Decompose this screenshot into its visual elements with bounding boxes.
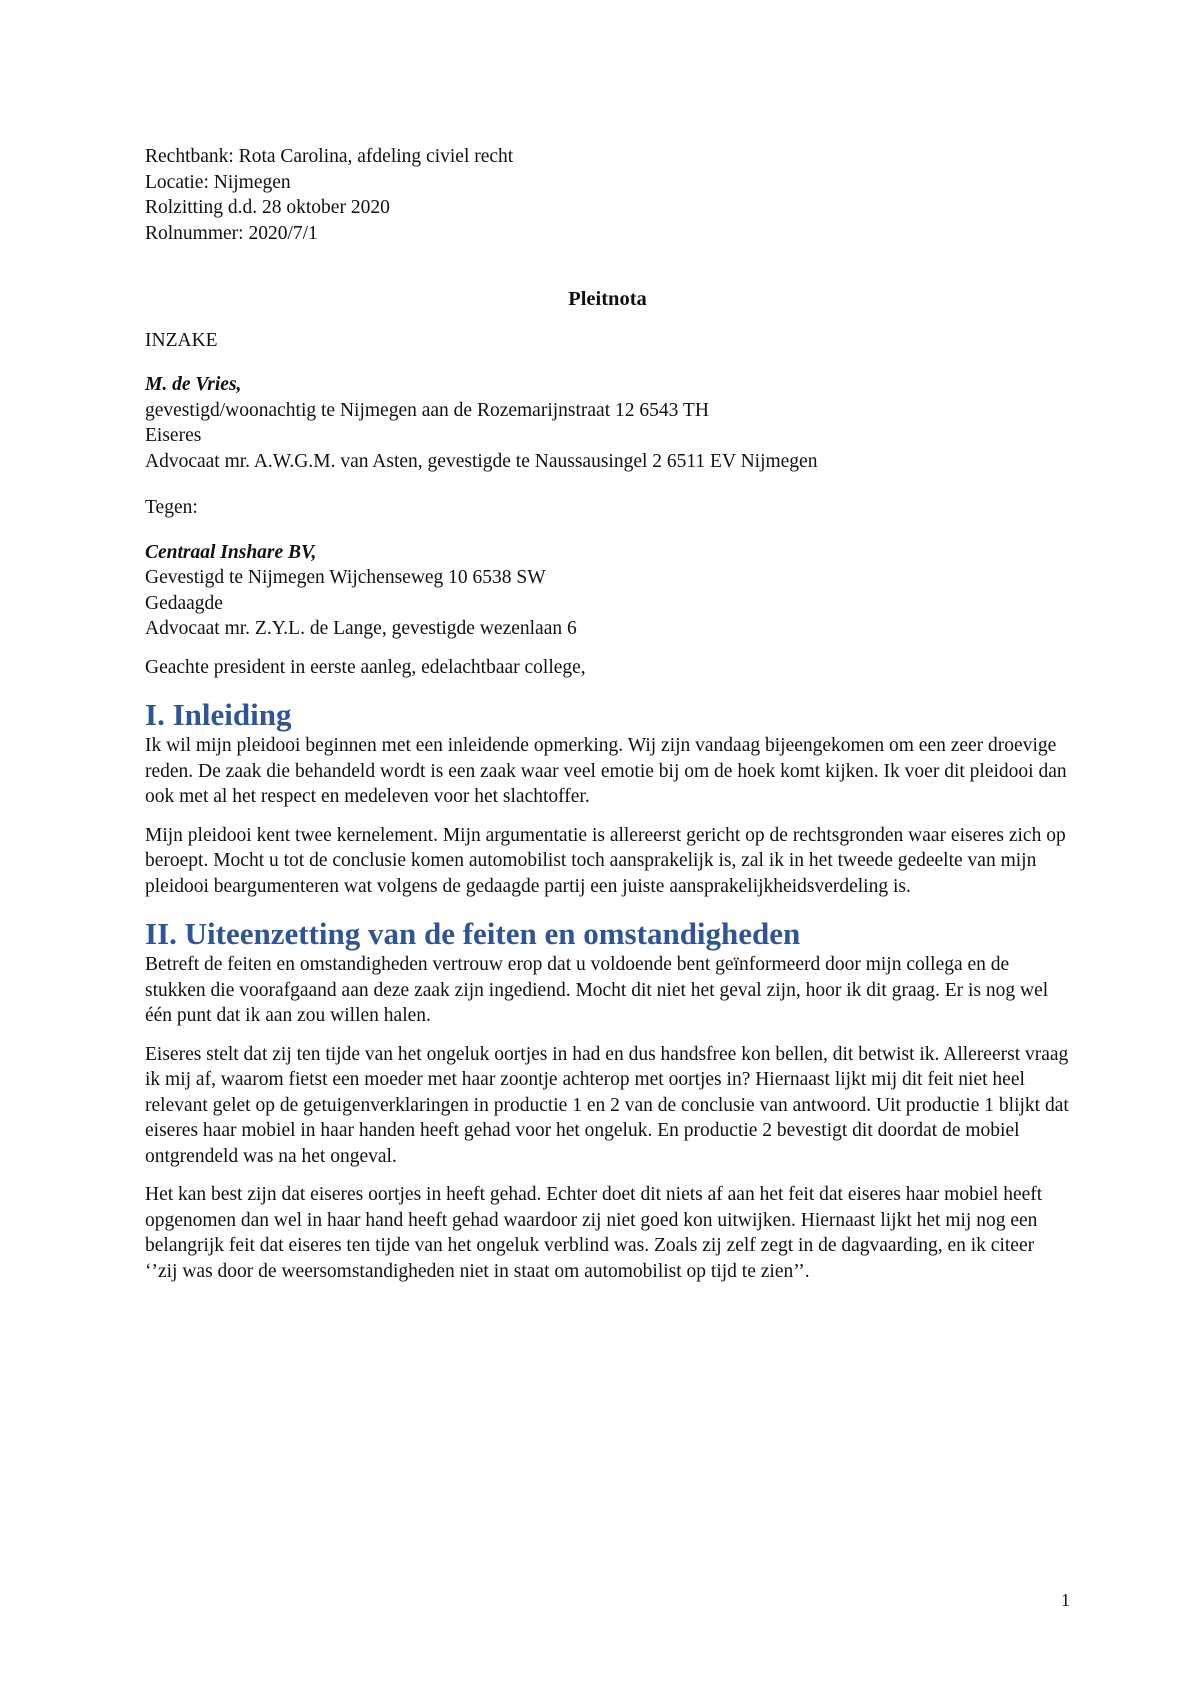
defendant-name: Centraal Inshare BV, [145,541,317,563]
location-line: Locatie: Nijmegen [145,171,291,193]
paragraph: Mijn pleidooi kent twee kernelement. Mijn argumentatie is allereerst gericht op de rechtsgronden waar eiseres zich op beroept. Mocht u tot de conclusie komen automobilist toch aansprakelijk is, zal ik in het tweede gedeelte van mijn pleidooi beargumenteren wat volgens de gedaagde partij een juiste aansprakelijkheidsverdeling is. [145,824,1066,897]
defendant-address: Gevestigd te Nijmegen Wijchenseweg 10 6538 SW [145,567,546,588]
plaintiff-address: gevestigd/woonachtig te Nijmegen aan de Rozemarijnstraat 12 6543 TH [145,399,709,421]
paragraph: Eiseres stelt dat zij ten tijde van het ongeluk oortjes in had en dus handsfree kon bellen, dit betwist ik. Allereerst vraag ik mij af, waarom fietst een moeder met haar zoontje achterop met oortjes in? Hiernaast lijkt mij dit feit niet heel relevant gelet op de getuigenverklaringen in productie 1 en 2 van de conclusie van antwoord. Uit productie 1 blijkt dat eiseres haar mobiel in haar handen heeft gehad voor het ongeluk. En productie 2 bevestigt dit doordat de mobiel ontgrendeld was na het ongeval. [145,1043,1069,1167]
against-label: Tegen: [145,497,198,518]
defendant-lawyer: Advocaat mr. Z.Y.L. de Lange, gevestigde wezenlaan 6 [145,618,577,639]
section-heading-inleiding: I. Inleiding [145,697,292,732]
paragraph: Het kan best zijn dat eiseres oortjes in heeft gehad. Echter doet dit niets af aan het feit dat eiseres haar mobiel heeft opgenomen dan wel in haar hand heeft gehad waardoor zij niet goed kon uitwijken. Hiernaast lijkt het mij nog een belangrijk feit dat eiseres ten tijde van het ongeluk verblind was. Zoals zij zelf zegt in de dagvaarding, en ik citeer ‘’zij was door de weersomstandigheden niet in staat om automobilist op tijd te zien’’. [145,1184,1043,1282]
paragraph: Betreft de feiten en omstandigheden vertrouw erop dat u voldoende bent geïnformeerd door mijn collega en de stukken die voorafgaand aan deze zaak zijn ingediend. Mocht dit niet het geval zijn, hoor ik dit graag. Er is nog wel één punt dat ik aan zou willen halen. [145,954,1049,1026]
docket-line: Rolnummer: 2020/7/1 [145,222,318,244]
document-title: Pleitnota [568,288,647,310]
plaintiff-name: M. de Vries, [145,374,242,395]
plaintiff-role: Eiseres [145,425,202,446]
paragraph: Ik wil mijn pleidooi beginnen met een inleidende opmerking. Wij zijn vandaag bijeengekomen om een zeer droevige reden. De zaak die behandeld wordt is een zaak waar veel emotie bij om de hoek komt kijken. Ik voer dit pleidooi dan ook met al het respect en medeleven voor het slachtoffer. [145,735,1067,807]
session-line: Rolzitting d.d. 28 oktober 2020 [145,197,390,218]
plaintiff-lawyer: Advocaat mr. A.W.G.M. van Asten, gevestigde te Naussausingel 2 6511 EV Nijmegen [145,450,818,472]
section-heading-feiten: II. Uiteenzetting van de feiten en omstandigheden [145,916,801,951]
document-body [145,144,1070,1284]
inzake-label: INZAKE [145,329,218,351]
defendant-role: Gedaagde [145,592,223,614]
court-line: Rechtbank: Rota Carolina, afdeling civiel recht [145,146,514,167]
salutation: Geachte president in eerste aanleg, edelachtbaar college, [145,656,586,678]
page-number: 1 [1061,1590,1070,1610]
